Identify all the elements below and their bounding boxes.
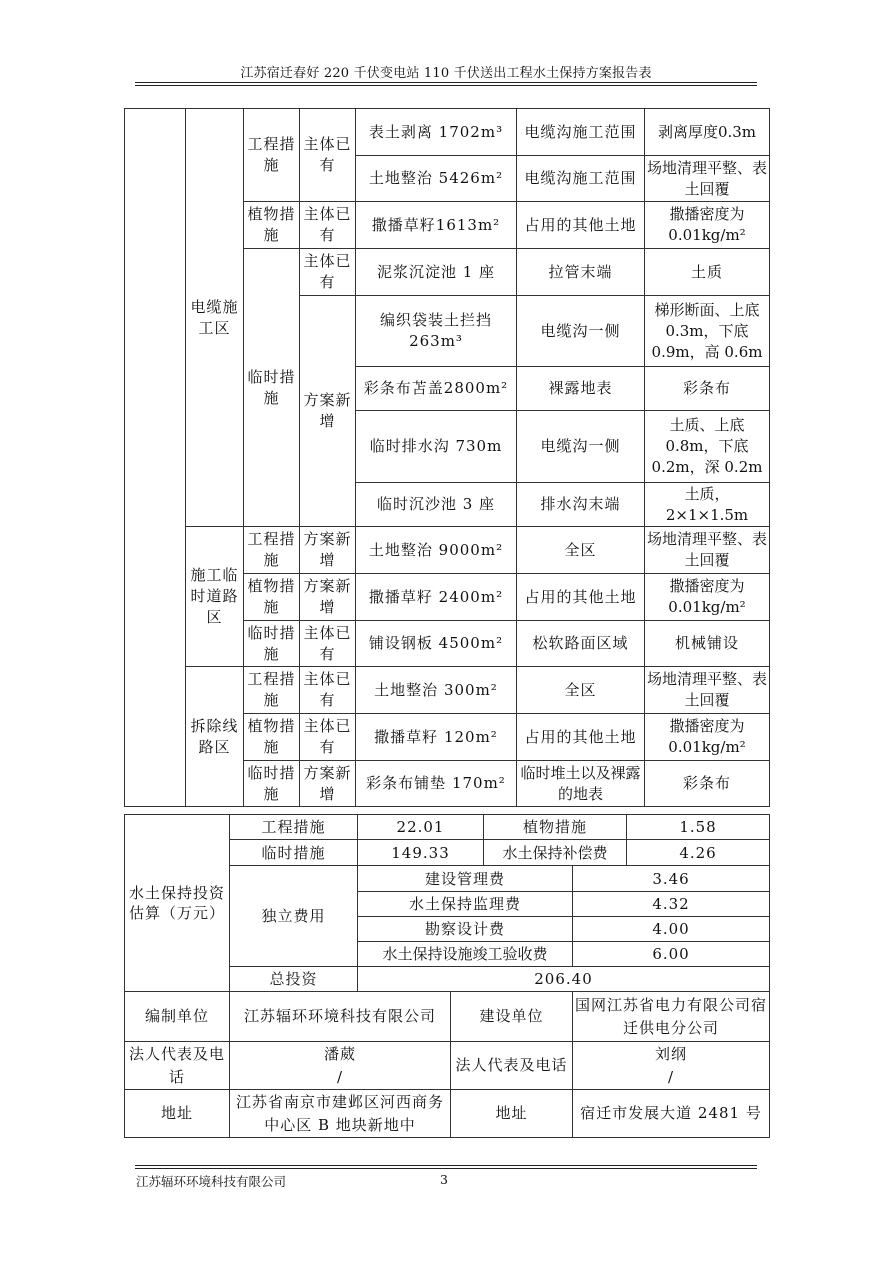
type-cell: 临时措施 xyxy=(244,249,300,527)
page-header: 江苏宿迁春好 220 千伏变电站 110 千伏送出工程水土保持方案报告表 xyxy=(240,66,652,81)
note-cell: 场地清理平整、表土回覆 xyxy=(645,667,770,714)
builder-name: 国网江苏省电力有限公司宿迁供电分公司 xyxy=(573,992,770,1042)
indep-item-value: 6.00 xyxy=(573,942,770,967)
indep-label: 独立费用 xyxy=(230,866,358,967)
legal-compiler-phone: / xyxy=(336,1067,344,1086)
location-cell: 临时堆土以及裸露的地表 xyxy=(517,761,645,807)
location-cell: 全区 xyxy=(517,527,645,574)
legal-builder-phone: / xyxy=(667,1067,675,1086)
total-value: 206.40 xyxy=(358,967,770,992)
type-cell: 工程措施 xyxy=(244,527,300,574)
type-cell: 工程措施 xyxy=(244,109,300,202)
note-cell: 彩条布 xyxy=(645,761,770,807)
address-builder: 宿迁市发展大道 2481 号 xyxy=(573,1090,770,1138)
measure-cell: 铺设钢板 4500m² xyxy=(356,621,517,667)
source-cell: 主体已有 xyxy=(300,249,356,296)
location-cell: 全区 xyxy=(517,667,645,714)
type-cell: 临时措施 xyxy=(244,621,300,667)
investment-info-table xyxy=(124,814,770,1138)
note-cell: 场地清理平整、表土回覆 xyxy=(645,527,770,574)
builder-label: 建设单位 xyxy=(451,992,573,1042)
note-cell: 撒播密度为0.01kg/m² xyxy=(645,202,770,249)
inv-value-cell: 149.33 xyxy=(358,840,484,866)
location-cell: 电缆沟施工范围 xyxy=(517,109,645,156)
source-cell: 主体已有 xyxy=(300,202,356,249)
indep-item-label: 勘察设计费 xyxy=(358,917,573,942)
investment-label: 水土保持投资估算（万元） xyxy=(125,815,230,992)
legal-label: 法人代表及电话 xyxy=(125,1042,230,1090)
indep-item-label: 水土保持监理费 xyxy=(358,892,573,917)
measure-cell: 土地整治 9000m² xyxy=(356,527,517,574)
measure-cell: 泥浆沉淀池 1 座 xyxy=(356,249,517,296)
note-cell: 机械铺设 xyxy=(645,621,770,667)
type-cell: 植物措施 xyxy=(244,714,300,761)
address-compiler: 江苏省南京市建邺区河西商务中心区 B 地块新地中 xyxy=(230,1090,451,1138)
location-cell: 裸露地表 xyxy=(517,367,645,411)
note-cell: 撒播密度为0.01kg/m² xyxy=(645,574,770,621)
footer-rule xyxy=(135,1165,757,1166)
header-rule-double xyxy=(135,85,757,86)
footer-company: 江苏辐环环境科技有限公司 xyxy=(136,1174,287,1189)
inv-value-cell: 22.01 xyxy=(358,815,484,840)
type-cell: 植物措施 xyxy=(244,574,300,621)
location-cell: 拉管末端 xyxy=(517,249,645,296)
zone-demolish: 拆除线路区 xyxy=(186,667,244,807)
compiler-name: 江苏辐环环境科技有限公司 xyxy=(230,992,451,1042)
zone-road: 施工临时道路区 xyxy=(186,527,244,667)
address-label-builder: 地址 xyxy=(451,1090,573,1138)
total-label: 总投资 xyxy=(230,967,358,992)
location-cell: 占用的其他土地 xyxy=(517,574,645,621)
inv-label-cell: 工程措施 xyxy=(230,815,358,840)
source-cell: 主体已有 xyxy=(300,667,356,714)
address-label: 地址 xyxy=(125,1090,230,1138)
measure-cell: 撒播草籽1613m² xyxy=(356,202,517,249)
inv-label-cell: 水土保持补偿费 xyxy=(484,840,627,866)
source-cell: 方案新增 xyxy=(300,574,356,621)
source-cell: 主体已有 xyxy=(300,109,356,202)
note-cell: 剥离厚度0.3m xyxy=(645,109,770,156)
type-cell: 工程措施 xyxy=(244,667,300,714)
note-cell: 场地清理平整、表土回覆 xyxy=(645,156,770,202)
note-cell: 梯形断面、上底 0.3m，下底0.9m，高 0.6m xyxy=(645,296,770,367)
note-cell: 土质，2×1×1.5m xyxy=(645,483,770,527)
location-cell: 电缆沟一侧 xyxy=(517,296,645,367)
indep-item-label: 水土保持设施竣工验收费 xyxy=(358,942,573,967)
legal-label-builder: 法人代表及电话 xyxy=(451,1042,573,1090)
note-cell: 撒播密度为0.01kg/m² xyxy=(645,714,770,761)
location-cell: 排水沟末端 xyxy=(517,483,645,527)
measures-table xyxy=(124,108,770,807)
source-cell: 方案新增 xyxy=(300,296,356,527)
measure-cell: 彩条布铺垫 170m² xyxy=(356,761,517,807)
measure-cell: 撒播草籽 2400m² xyxy=(356,574,517,621)
source-cell: 主体已有 xyxy=(300,714,356,761)
type-cell: 临时措施 xyxy=(244,761,300,807)
indep-item-value: 4.00 xyxy=(573,917,770,942)
page-number: 3 xyxy=(440,1172,448,1187)
measure-cell: 土地整治 300m² xyxy=(356,667,517,714)
source-cell: 方案新增 xyxy=(300,527,356,574)
compiler-label: 编制单位 xyxy=(125,992,230,1042)
type-cell: 植物措施 xyxy=(244,202,300,249)
measure-cell: 编织袋装土拦挡263m³ xyxy=(356,296,517,367)
indep-item-value: 4.32 xyxy=(573,892,770,917)
source-cell: 方案新增 xyxy=(300,761,356,807)
indep-item-label: 建设管理费 xyxy=(358,866,573,892)
zone-cable: 电缆施工区 xyxy=(186,109,244,527)
footer-rule-double xyxy=(135,1168,757,1169)
measure-cell: 表土剥离 1702m³ xyxy=(356,109,517,156)
location-cell: 电缆沟一侧 xyxy=(517,411,645,483)
note-cell: 彩条布 xyxy=(645,367,770,411)
note-cell: 土质、上底0.8m，下底0.2m，深 0.2m xyxy=(645,411,770,483)
measure-cell: 临时沉沙池 3 座 xyxy=(356,483,517,527)
source-cell: 主体已有 xyxy=(300,621,356,667)
legal-compiler xyxy=(230,1042,451,1090)
inv-label-cell: 植物措施 xyxy=(484,815,627,840)
measure-cell: 撒播草籽 120m² xyxy=(356,714,517,761)
location-cell: 松软路面区域 xyxy=(517,621,645,667)
note-cell: 土质 xyxy=(645,249,770,296)
inv-value-cell: 1.58 xyxy=(627,815,770,840)
location-cell: 电缆沟施工范围 xyxy=(517,156,645,202)
measure-cell: 彩条布苫盖2800m² xyxy=(356,367,517,411)
blank-left-column xyxy=(125,109,186,807)
measure-cell: 临时排水沟 730m xyxy=(356,411,517,483)
location-cell: 占用的其他土地 xyxy=(517,202,645,249)
legal-compiler-name: 潘葳 xyxy=(323,1044,356,1063)
legal-builder-name: 刘纲 xyxy=(655,1044,688,1063)
header-rule xyxy=(135,82,757,83)
inv-label-cell: 临时措施 xyxy=(230,840,358,866)
location-cell: 占用的其他土地 xyxy=(517,714,645,761)
indep-item-value: 3.46 xyxy=(573,866,770,892)
measure-cell: 土地整治 5426m² xyxy=(356,156,517,202)
legal-builder xyxy=(573,1042,770,1090)
inv-value-cell: 4.26 xyxy=(627,840,770,866)
